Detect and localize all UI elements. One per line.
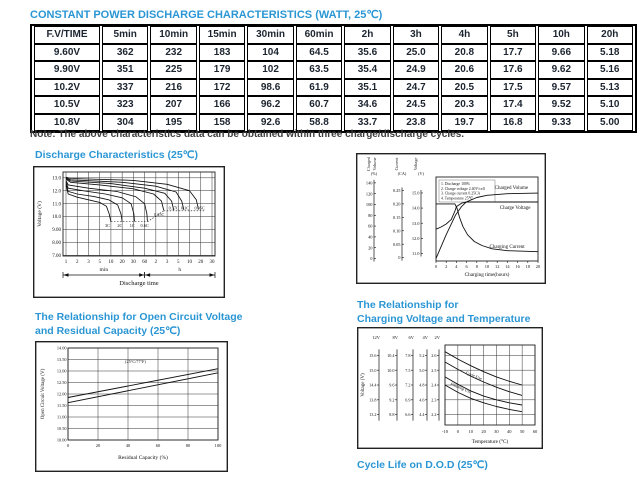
- svg-text:Voltage (V): Voltage (V): [361, 373, 366, 397]
- table-cell: 10.8V: [34, 114, 100, 132]
- svg-text:2.3: 2.3: [431, 397, 437, 403]
- svg-text:0: 0: [398, 255, 401, 261]
- table-row: [34, 61, 633, 79]
- table-cell: 20.6: [441, 61, 487, 79]
- svg-text:0.25C: 0.25C: [154, 212, 165, 218]
- table-cell: 183: [199, 44, 245, 62]
- svg-text:10: 10: [108, 260, 114, 265]
- table-cell: 23.8: [393, 114, 439, 132]
- svg-text:-10: -10: [442, 429, 448, 434]
- table-cell: 5.16: [587, 61, 633, 79]
- svg-text:12.50: 12.50: [56, 380, 67, 385]
- svg-text:0: 0: [370, 256, 373, 262]
- table-cell: 9.90V: [34, 61, 100, 79]
- svg-text:10.0: 10.0: [52, 215, 61, 221]
- svg-text:7.5: 7.5: [405, 367, 411, 373]
- svg-text:4. Temperature 25℃: 4. Temperature 25℃: [441, 196, 473, 201]
- table-cell: 61.9: [296, 79, 342, 97]
- svg-text:Charged: Charged: [366, 156, 371, 172]
- svg-text:13.50: 13.50: [56, 357, 67, 362]
- svg-text:11.50: 11.50: [56, 403, 67, 408]
- notes-box: [439, 180, 495, 202]
- svg-text:2C: 2C: [117, 223, 123, 229]
- svg-text:20: 20: [95, 443, 101, 448]
- series: [66, 177, 199, 222]
- svg-text:Voltage: Voltage: [413, 157, 418, 171]
- table-cell: 19.7: [441, 114, 487, 132]
- table-cell: 5.10: [587, 96, 633, 114]
- svg-text:100: 100: [365, 202, 373, 208]
- svg-text:Charging time(hours): Charging time(hours): [464, 272, 510, 278]
- svg-text:12.00: 12.00: [56, 391, 67, 397]
- table-cell: 20h: [587, 26, 633, 44]
- svg-text:Residual Capacity (%): Residual Capacity (%): [118, 455, 168, 461]
- table-cell: 304: [102, 114, 148, 132]
- table-cell: 20.3: [441, 96, 487, 114]
- table-cell: 5.13: [587, 79, 633, 97]
- svg-text:10: 10: [484, 264, 490, 269]
- range-arrows: [63, 272, 215, 278]
- svg-text:13.2: 13.2: [369, 412, 377, 418]
- table-cell: 195: [150, 114, 196, 132]
- svg-text:140: 140: [365, 180, 373, 186]
- svg-text:2: 2: [154, 260, 158, 265]
- table-cell: 92.6: [247, 114, 293, 132]
- table-cell: 104: [247, 44, 293, 62]
- svg-text:5: 5: [98, 260, 101, 265]
- table-cell: 9.66: [538, 44, 584, 62]
- svg-text:13.0: 13.0: [52, 176, 61, 182]
- table-cell: 9.62: [538, 61, 584, 79]
- svg-text:15.6: 15.6: [369, 352, 377, 358]
- svg-text:6.9: 6.9: [405, 397, 411, 403]
- section-title-ocv-line1: The Relationship for Open Circuit Voltage: [35, 311, 243, 323]
- svg-text:9.2: 9.2: [389, 397, 395, 403]
- table-cell: 15min: [199, 26, 245, 44]
- svg-text:0.05: 0.05: [392, 241, 401, 247]
- svg-text:2.6: 2.6: [431, 352, 437, 358]
- table-cell: 96.2: [247, 96, 293, 114]
- svg-text:13.8: 13.8: [369, 397, 377, 403]
- svg-text:Charge Voltage: Charge Voltage: [499, 206, 531, 211]
- table-cell: 10h: [538, 26, 584, 44]
- svg-text:7.00: 7.00: [52, 253, 61, 259]
- svg-text:12.0: 12.0: [411, 235, 420, 241]
- svg-text:0.1C: 0.1C: [180, 205, 190, 211]
- svg-text:1: 1: [64, 260, 68, 265]
- table-cell: 60.7: [296, 96, 342, 114]
- table-cell: 2h: [344, 26, 390, 44]
- table-cell: 102: [247, 61, 293, 79]
- svg-text:8V: 8V: [392, 335, 398, 340]
- table-cell: F.V/TIME: [34, 26, 100, 44]
- svg-text:Charging Current: Charging Current: [489, 245, 525, 250]
- svg-text:2. Charge voltage 2.40V/cell: 2. Charge voltage 2.40V/cell: [441, 186, 485, 191]
- svg-text:6V: 6V: [408, 335, 414, 340]
- svg-text:Charged Volume: Charged Volume: [494, 186, 529, 191]
- band-labels: [449, 370, 483, 395]
- svg-text:10.4: 10.4: [387, 352, 395, 358]
- section-title-cycle-life: Cycle Life on D.O.D (25℃): [357, 459, 488, 471]
- table-cell: 63.5: [296, 61, 342, 79]
- svg-text:Floating Use: Floating Use: [449, 381, 473, 395]
- svg-text:5.0: 5.0: [419, 367, 425, 373]
- table-cell: 35.1: [344, 79, 390, 97]
- table-cell: 24.9: [393, 61, 439, 79]
- table-cell: 64.5: [296, 44, 342, 62]
- svg-text:16: 16: [515, 264, 520, 269]
- svg-text:2V: 2V: [434, 335, 440, 340]
- svg-text:12.0: 12.0: [52, 189, 61, 195]
- svg-text:4V: 4V: [422, 335, 428, 340]
- table-cell: 10.5V: [34, 96, 100, 114]
- table-cell: 20.8: [441, 44, 487, 62]
- svg-text:(%): (%): [370, 171, 378, 176]
- table-cell: 232: [150, 44, 196, 62]
- table-cell: 5h: [490, 26, 536, 44]
- svg-text:9.6: 9.6: [389, 382, 395, 388]
- svg-text:2: 2: [445, 264, 448, 269]
- svg-text:4.6: 4.6: [419, 397, 425, 403]
- table-cell: 98.6: [247, 79, 293, 97]
- svg-text:14.00: 14.00: [56, 345, 67, 351]
- svg-text:40: 40: [125, 443, 131, 448]
- section-title-ocv-line2: and Residual Capacity (25℃): [35, 325, 181, 337]
- table-cell: 9.60V: [34, 44, 100, 62]
- svg-text:4.4: 4.4: [419, 412, 425, 418]
- svg-text:20: 20: [198, 260, 204, 265]
- table-cell: 9.57: [538, 79, 584, 97]
- section-title-cvt-line1: The Relationship for: [357, 299, 459, 311]
- table-cell: 158: [199, 114, 245, 132]
- svg-text:10.0: 10.0: [387, 367, 395, 373]
- x-axis: [435, 261, 541, 278]
- svg-text:h: h: [178, 267, 182, 273]
- svg-text:0.6C: 0.6C: [140, 223, 149, 229]
- table-cell: 9.33: [538, 114, 584, 132]
- table-cell: 16.8: [490, 114, 536, 132]
- table-row: [34, 44, 633, 62]
- svg-text:80: 80: [368, 212, 373, 218]
- svg-text:13.0: 13.0: [411, 220, 420, 226]
- table-cell: 35.6: [344, 44, 390, 62]
- svg-text:11.00: 11.00: [56, 414, 67, 420]
- svg-text:40: 40: [507, 429, 512, 434]
- svg-text:0.25: 0.25: [392, 188, 401, 194]
- table-cell: 172: [199, 79, 245, 97]
- svg-text:50: 50: [519, 429, 525, 434]
- svg-text:20: 20: [481, 429, 486, 434]
- svg-text:4.8: 4.8: [419, 382, 425, 388]
- svg-text:2: 2: [75, 260, 79, 265]
- table-cell: 5.18: [587, 44, 633, 62]
- table-cell: 17.4: [490, 96, 536, 114]
- svg-text:6: 6: [465, 264, 468, 269]
- svg-text:2.4: 2.4: [431, 382, 437, 388]
- svg-text:120: 120: [365, 191, 373, 197]
- svg-text:3C: 3C: [105, 223, 111, 229]
- svg-text:Discharge time: Discharge time: [119, 280, 159, 287]
- table-cell: 20.5: [441, 79, 487, 97]
- svg-text:7.8: 7.8: [405, 352, 411, 358]
- svg-text:60: 60: [532, 429, 538, 434]
- series: [68, 369, 218, 403]
- page-title: CONSTANT POWER DISCHARGE CHARACTERISTICS (WATT, 25℃): [30, 9, 383, 21]
- svg-text:0.20: 0.20: [392, 201, 401, 207]
- table-cell: 24.7: [393, 79, 439, 97]
- table-cell: 179: [199, 61, 245, 79]
- table-cell: 9.52: [538, 96, 584, 114]
- table-cell: 351: [102, 61, 148, 79]
- svg-text:10.50: 10.50: [56, 426, 67, 431]
- table-cell: 216: [150, 79, 196, 97]
- svg-text:Voltage (V): Voltage (V): [37, 201, 43, 227]
- svg-text:8.00: 8.00: [52, 241, 61, 247]
- table-header-row: [34, 26, 633, 44]
- svg-text:14.4: 14.4: [369, 382, 377, 388]
- table-cell: 33.7: [344, 114, 390, 132]
- svg-text:0: 0: [66, 443, 70, 448]
- svg-text:0.05C: 0.05C: [194, 205, 205, 211]
- svg-text:10: 10: [187, 260, 193, 265]
- table-cell: 30min: [247, 26, 293, 44]
- charging-characteristics-chart: [356, 153, 546, 284]
- table-cell: 207: [150, 96, 196, 114]
- x-axis: [442, 429, 538, 445]
- svg-text:100: 100: [214, 443, 222, 448]
- discharge-characteristics-chart: [33, 166, 225, 298]
- svg-text:20: 20: [368, 245, 373, 251]
- svg-text:30: 30: [494, 429, 499, 434]
- table-cell: 10.2V: [34, 79, 100, 97]
- svg-text:2.5: 2.5: [431, 367, 437, 373]
- svg-text:30: 30: [209, 260, 215, 265]
- svg-text:5: 5: [177, 260, 180, 265]
- table-cell: 323: [102, 96, 148, 114]
- table-cell: 3h: [393, 26, 439, 44]
- svg-text:4: 4: [455, 264, 458, 269]
- table-cell: 166: [199, 96, 245, 114]
- svg-text:3: 3: [87, 260, 90, 265]
- table-row: [34, 96, 633, 114]
- svg-text:18: 18: [525, 264, 530, 269]
- svg-text:15.0: 15.0: [411, 190, 420, 196]
- svg-text:(CA): (CA): [397, 171, 407, 176]
- table-cell: 4h: [441, 26, 487, 44]
- svg-text:0: 0: [456, 429, 459, 434]
- svg-text:11.0: 11.0: [52, 202, 61, 208]
- svg-text:20: 20: [535, 264, 541, 269]
- svg-text:40: 40: [368, 234, 373, 240]
- svg-text:min: min: [99, 267, 109, 273]
- table-cell: 337: [102, 79, 148, 97]
- svg-text:3: 3: [165, 260, 169, 265]
- table-cell: 25.0: [393, 44, 439, 62]
- svg-text:0.10: 0.10: [392, 228, 401, 234]
- svg-text:10.00: 10.00: [56, 437, 67, 443]
- svg-text:13.00: 13.00: [56, 368, 67, 374]
- section-title-cvt-line2: Charging Voltage and Temperature: [357, 313, 531, 325]
- svg-text:30: 30: [130, 260, 136, 265]
- svg-text:12V: 12V: [372, 335, 380, 340]
- svg-text:3. Charge current 0.25CA: 3. Charge current 0.25CA: [441, 191, 481, 196]
- svg-text:Temperature (°C): Temperature (°C): [471, 439, 509, 445]
- svg-text:7.2: 7.2: [405, 382, 411, 388]
- charging-voltage-temperature-chart: [357, 327, 543, 449]
- svg-text:0: 0: [434, 264, 438, 269]
- svg-text:15.0: 15.0: [369, 367, 377, 373]
- svg-text:11.0: 11.0: [411, 251, 420, 257]
- table-cell: 35.4: [344, 61, 390, 79]
- table-cell: 5.00: [587, 114, 633, 132]
- left-axes: [366, 156, 425, 261]
- table-cell: 17.7: [490, 44, 536, 62]
- svg-text:8.8: 8.8: [389, 412, 395, 418]
- svg-text:1. Discharge 100%: 1. Discharge 100%: [441, 182, 470, 186]
- svg-text:Current: Current: [394, 157, 399, 171]
- svg-text:80: 80: [185, 443, 191, 448]
- svg-text:60: 60: [155, 443, 161, 448]
- svg-text:10: 10: [468, 429, 473, 434]
- svg-text:6.6: 6.6: [405, 412, 411, 418]
- table-note: Note: The above characteristics data can be obtained within three charge/discharge cycles.: [30, 129, 465, 140]
- svg-text:8: 8: [475, 264, 478, 269]
- svg-text:12: 12: [495, 264, 500, 269]
- svg-text:20: 20: [119, 260, 125, 265]
- table-row: [34, 79, 633, 97]
- svg-text:(V): (V): [418, 171, 424, 176]
- discharge-power-table: [30, 24, 637, 133]
- ocv-residual-capacity-chart: [35, 341, 228, 472]
- svg-text:1C: 1C: [129, 223, 135, 229]
- svg-text:9.00: 9.00: [52, 228, 61, 234]
- svg-text:Open Circuit Voltage (V): Open Circuit Voltage (V): [41, 368, 46, 420]
- table-cell: 225: [150, 61, 196, 79]
- svg-text:14: 14: [505, 264, 510, 269]
- svg-text:60: 60: [368, 223, 373, 229]
- left-axes: [361, 335, 441, 421]
- svg-text:60: 60: [142, 260, 148, 265]
- section-title-discharge: Discharge Characteristics (25℃): [35, 149, 198, 161]
- table-cell: 17.6: [490, 61, 536, 79]
- svg-text:14.0: 14.0: [411, 205, 420, 211]
- svg-text:Cycle Use: Cycle Use: [465, 369, 483, 382]
- table-cell: 34.6: [344, 96, 390, 114]
- svg-text:0.15: 0.15: [392, 214, 401, 220]
- table-cell: 17.5: [490, 79, 536, 97]
- svg-text:2.2: 2.2: [431, 412, 437, 418]
- table-cell: 60min: [296, 26, 342, 44]
- svg-text:(25°C/77°F): (25°C/77°F): [125, 358, 146, 364]
- table-cell: 10min: [150, 26, 196, 44]
- table-cell: 58.8: [296, 114, 342, 132]
- svg-text:Volume: Volume: [372, 157, 377, 171]
- table-cell: 362: [102, 44, 148, 62]
- svg-text:0.17C: 0.17C: [168, 205, 180, 211]
- table-cell: 5min: [102, 26, 148, 44]
- svg-text:5.2: 5.2: [419, 352, 425, 358]
- table-cell: 24.5: [393, 96, 439, 114]
